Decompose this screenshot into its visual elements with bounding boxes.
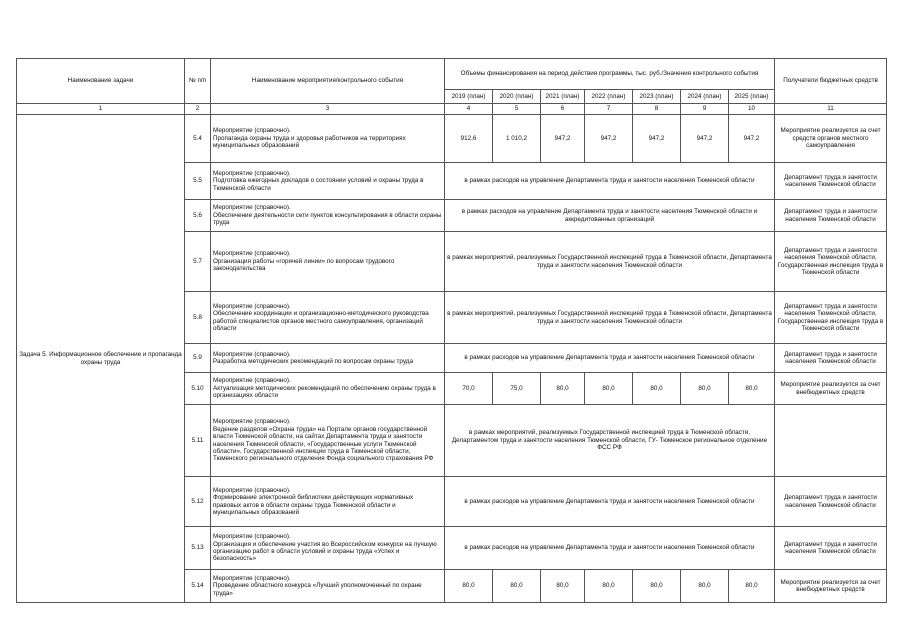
value-cell: 80,0 bbox=[445, 570, 493, 603]
recipient-cell: Мероприятие реализуется за счет средств органов местного самоуправления bbox=[775, 115, 887, 163]
task-name-cell: Задача 5. Информационное обеспечение и пропаганда охраны труда bbox=[17, 115, 185, 603]
recipient-cell: Департамент труда и занятости населения Тюменской области bbox=[775, 477, 887, 527]
value-cell: 947,2 bbox=[729, 115, 775, 163]
row-number-cell: 5.6 bbox=[185, 200, 211, 232]
column-number: 1 bbox=[17, 104, 185, 115]
event-name-cell: Мероприятие (справочно). Обеспечение деятельности сети пунктов консультирования в области охраны труда bbox=[211, 200, 445, 232]
header-financing: Объемы финансирования на период действия программы, тыс. руб./Значения контрольного события bbox=[445, 59, 775, 90]
row-number-cell: 5.5 bbox=[185, 163, 211, 200]
event-name-cell: Мероприятие (справочно). Организация и обеспечение участия во Всероссийском конкурсе на лучшую организацию работ в области условий и охраны труда «Успех и безопасность» bbox=[211, 527, 445, 570]
value-cell: 80,0 bbox=[681, 570, 729, 603]
value-cell: 80,0 bbox=[681, 373, 729, 405]
event-name-cell: Мероприятие (справочно). Разработка методических рекомендаций по вопросам охраны труда bbox=[211, 344, 445, 373]
header-year: 2025 (план) bbox=[729, 90, 775, 104]
row-number-cell: 5.9 bbox=[185, 344, 211, 373]
column-number: 9 bbox=[681, 104, 729, 115]
value-cell: 947,2 bbox=[681, 115, 729, 163]
financing-note-cell: в рамках мероприятий, реализуемых Государственной инспекцией труда в Тюменской области, Департамента труда и занятости населения Тюменской области bbox=[445, 292, 775, 344]
column-number: 8 bbox=[633, 104, 681, 115]
recipient-cell: Департамент труда и занятости населения Тюменской области bbox=[775, 527, 887, 570]
recipient-cell: Департамент труда и занятости населения Тюменской области bbox=[775, 344, 887, 373]
recipient-cell: Департамент труда и занятости населения Тюменской области, Государственная инспекция труда в Тюменской области bbox=[775, 232, 887, 292]
header-event-name: Наименование мероприятия/контрольного события bbox=[211, 59, 445, 104]
recipient-cell: Департамент труда и занятости населения Тюменской области, Государственная инспекция труда в Тюменской области bbox=[775, 292, 887, 344]
value-cell: 75,0 bbox=[493, 373, 541, 405]
row-number-cell: 5.12 bbox=[185, 477, 211, 527]
event-name-cell: Мероприятие (справочно). Обеспечение координации и организационно-методического руководства работой специалистов органов местного самоуправления, организаций области bbox=[211, 292, 445, 344]
event-name-cell: Мероприятие (справочно). Ведение разделов «Охрана труда» на Портале органов государственной власти Тюменской области, на сайтах Департамента труда и занятости населения Тюменской области, «Государственные услуги Тюменской области», Государственной инспекции труда в Тюменской области, Тюменского регионального отделения Фонда социального страхования РФ bbox=[211, 405, 445, 477]
value-cell: 80,0 bbox=[541, 373, 585, 405]
row-number-cell: 5.7 bbox=[185, 232, 211, 292]
value-cell: 80,0 bbox=[585, 373, 633, 405]
value-cell: 80,0 bbox=[729, 570, 775, 603]
financing-note-cell: в рамках расходов на управление Департамента труда и занятости населения Тюменской области bbox=[445, 477, 775, 527]
program-table bbox=[16, 58, 887, 603]
header-num: № п/п bbox=[185, 59, 211, 104]
row-number-cell: 5.14 bbox=[185, 570, 211, 603]
event-name-cell: Мероприятие (справочно). Формирование электронной библиотеки действующих нормативных правовых актов в области охраны труда Тюменской области и муниципальных образований bbox=[211, 477, 445, 527]
value-cell: 80,0 bbox=[633, 373, 681, 405]
financing-note-cell: в рамках мероприятий, реализуемых Государственной инспекцией труда в Тюменской области, Департаментом труда и занятости населения Тюменской области, ГУ- Тюменское региональное отделение ФСС РФ bbox=[445, 405, 775, 477]
value-cell: 947,2 bbox=[585, 115, 633, 163]
recipient-cell: Мероприятие реализуется за счет внебюджетных средств bbox=[775, 373, 887, 405]
column-number: 6 bbox=[541, 104, 585, 115]
header-task-name: Наименование задачи bbox=[17, 59, 185, 104]
financing-note-cell: в рамках расходов на управление Департамента труда и занятости населения Тюменской области bbox=[445, 527, 775, 570]
column-number: 2 bbox=[185, 104, 211, 115]
event-name-cell: Мероприятие (справочно). Подготовка ежегодных докладов о состоянии условий и охраны труда в Тюменской области bbox=[211, 163, 445, 200]
event-name-cell: Мероприятие (справочно). Пропаганда охраны труда и здоровья работников на территориях муниципальных образований bbox=[211, 115, 445, 163]
value-cell: 1 010,2 bbox=[493, 115, 541, 163]
column-number: 3 bbox=[211, 104, 445, 115]
header-year: 2023 (план) bbox=[633, 90, 681, 104]
column-number: 4 bbox=[445, 104, 493, 115]
financing-note-cell: в рамках мероприятий, реализуемых Государственной инспекцией труда в Тюменской области, Департамента труда и занятости населения Тюменской области bbox=[445, 232, 775, 292]
row-number-cell: 5.4 bbox=[185, 115, 211, 163]
value-cell: 947,2 bbox=[633, 115, 681, 163]
header-year: 2020 (план) bbox=[493, 90, 541, 104]
row-number-cell: 5.11 bbox=[185, 405, 211, 477]
event-name-cell: Мероприятие (справочно). Актуализация методических рекомендаций по обеспечению охраны труда в организациях области bbox=[211, 373, 445, 405]
table-body bbox=[17, 115, 887, 603]
value-cell: 80,0 bbox=[729, 373, 775, 405]
header-year: 2019 (план) bbox=[445, 90, 493, 104]
header-year: 2021 (план) bbox=[541, 90, 585, 104]
value-cell: 70,0 bbox=[445, 373, 493, 405]
value-cell: 80,0 bbox=[633, 570, 681, 603]
value-cell: 80,0 bbox=[541, 570, 585, 603]
event-name-cell: Мероприятие (справочно). Организация работы «горячей линии» по вопросам трудового законодательства bbox=[211, 232, 445, 292]
header-year: 2024 (план) bbox=[681, 90, 729, 104]
value-cell: 80,0 bbox=[493, 570, 541, 603]
table-row bbox=[17, 115, 887, 163]
financing-note-cell: в рамках расходов на управление Департамента труда и занятости населения Тюменской области и аккредитованных организаций bbox=[445, 200, 775, 232]
value-cell: 947,2 bbox=[541, 115, 585, 163]
recipient-cell bbox=[775, 405, 887, 477]
row-number-cell: 5.8 bbox=[185, 292, 211, 344]
event-name-cell: Мероприятие (справочно). Проведение областного конкурса «Лучший уполномоченный по охране труда» bbox=[211, 570, 445, 603]
recipient-cell: Мероприятие реализуется за счет внебюджетных средств bbox=[775, 570, 887, 603]
header-recipients: Получатели бюджетных средств bbox=[775, 59, 887, 104]
financing-note-cell: в рамках расходов на управление Департамента труда и занятости населения Тюменской области bbox=[445, 344, 775, 373]
value-cell: 80,0 bbox=[585, 570, 633, 603]
recipient-cell: Департамент труда и занятости населения Тюменской области bbox=[775, 200, 887, 232]
column-number: 5 bbox=[493, 104, 541, 115]
column-number: 10 bbox=[729, 104, 775, 115]
column-number: 7 bbox=[585, 104, 633, 115]
row-number-cell: 5.13 bbox=[185, 527, 211, 570]
row-number-cell: 5.10 bbox=[185, 373, 211, 405]
header-year: 2022 (план) bbox=[585, 90, 633, 104]
column-number: 11 bbox=[775, 104, 887, 115]
financing-note-cell: в рамках расходов на управление Департамента труда и занятости населения Тюменской области bbox=[445, 163, 775, 200]
recipient-cell: Департамент труда и занятости населения Тюменской области bbox=[775, 163, 887, 200]
value-cell: 912,6 bbox=[445, 115, 493, 163]
